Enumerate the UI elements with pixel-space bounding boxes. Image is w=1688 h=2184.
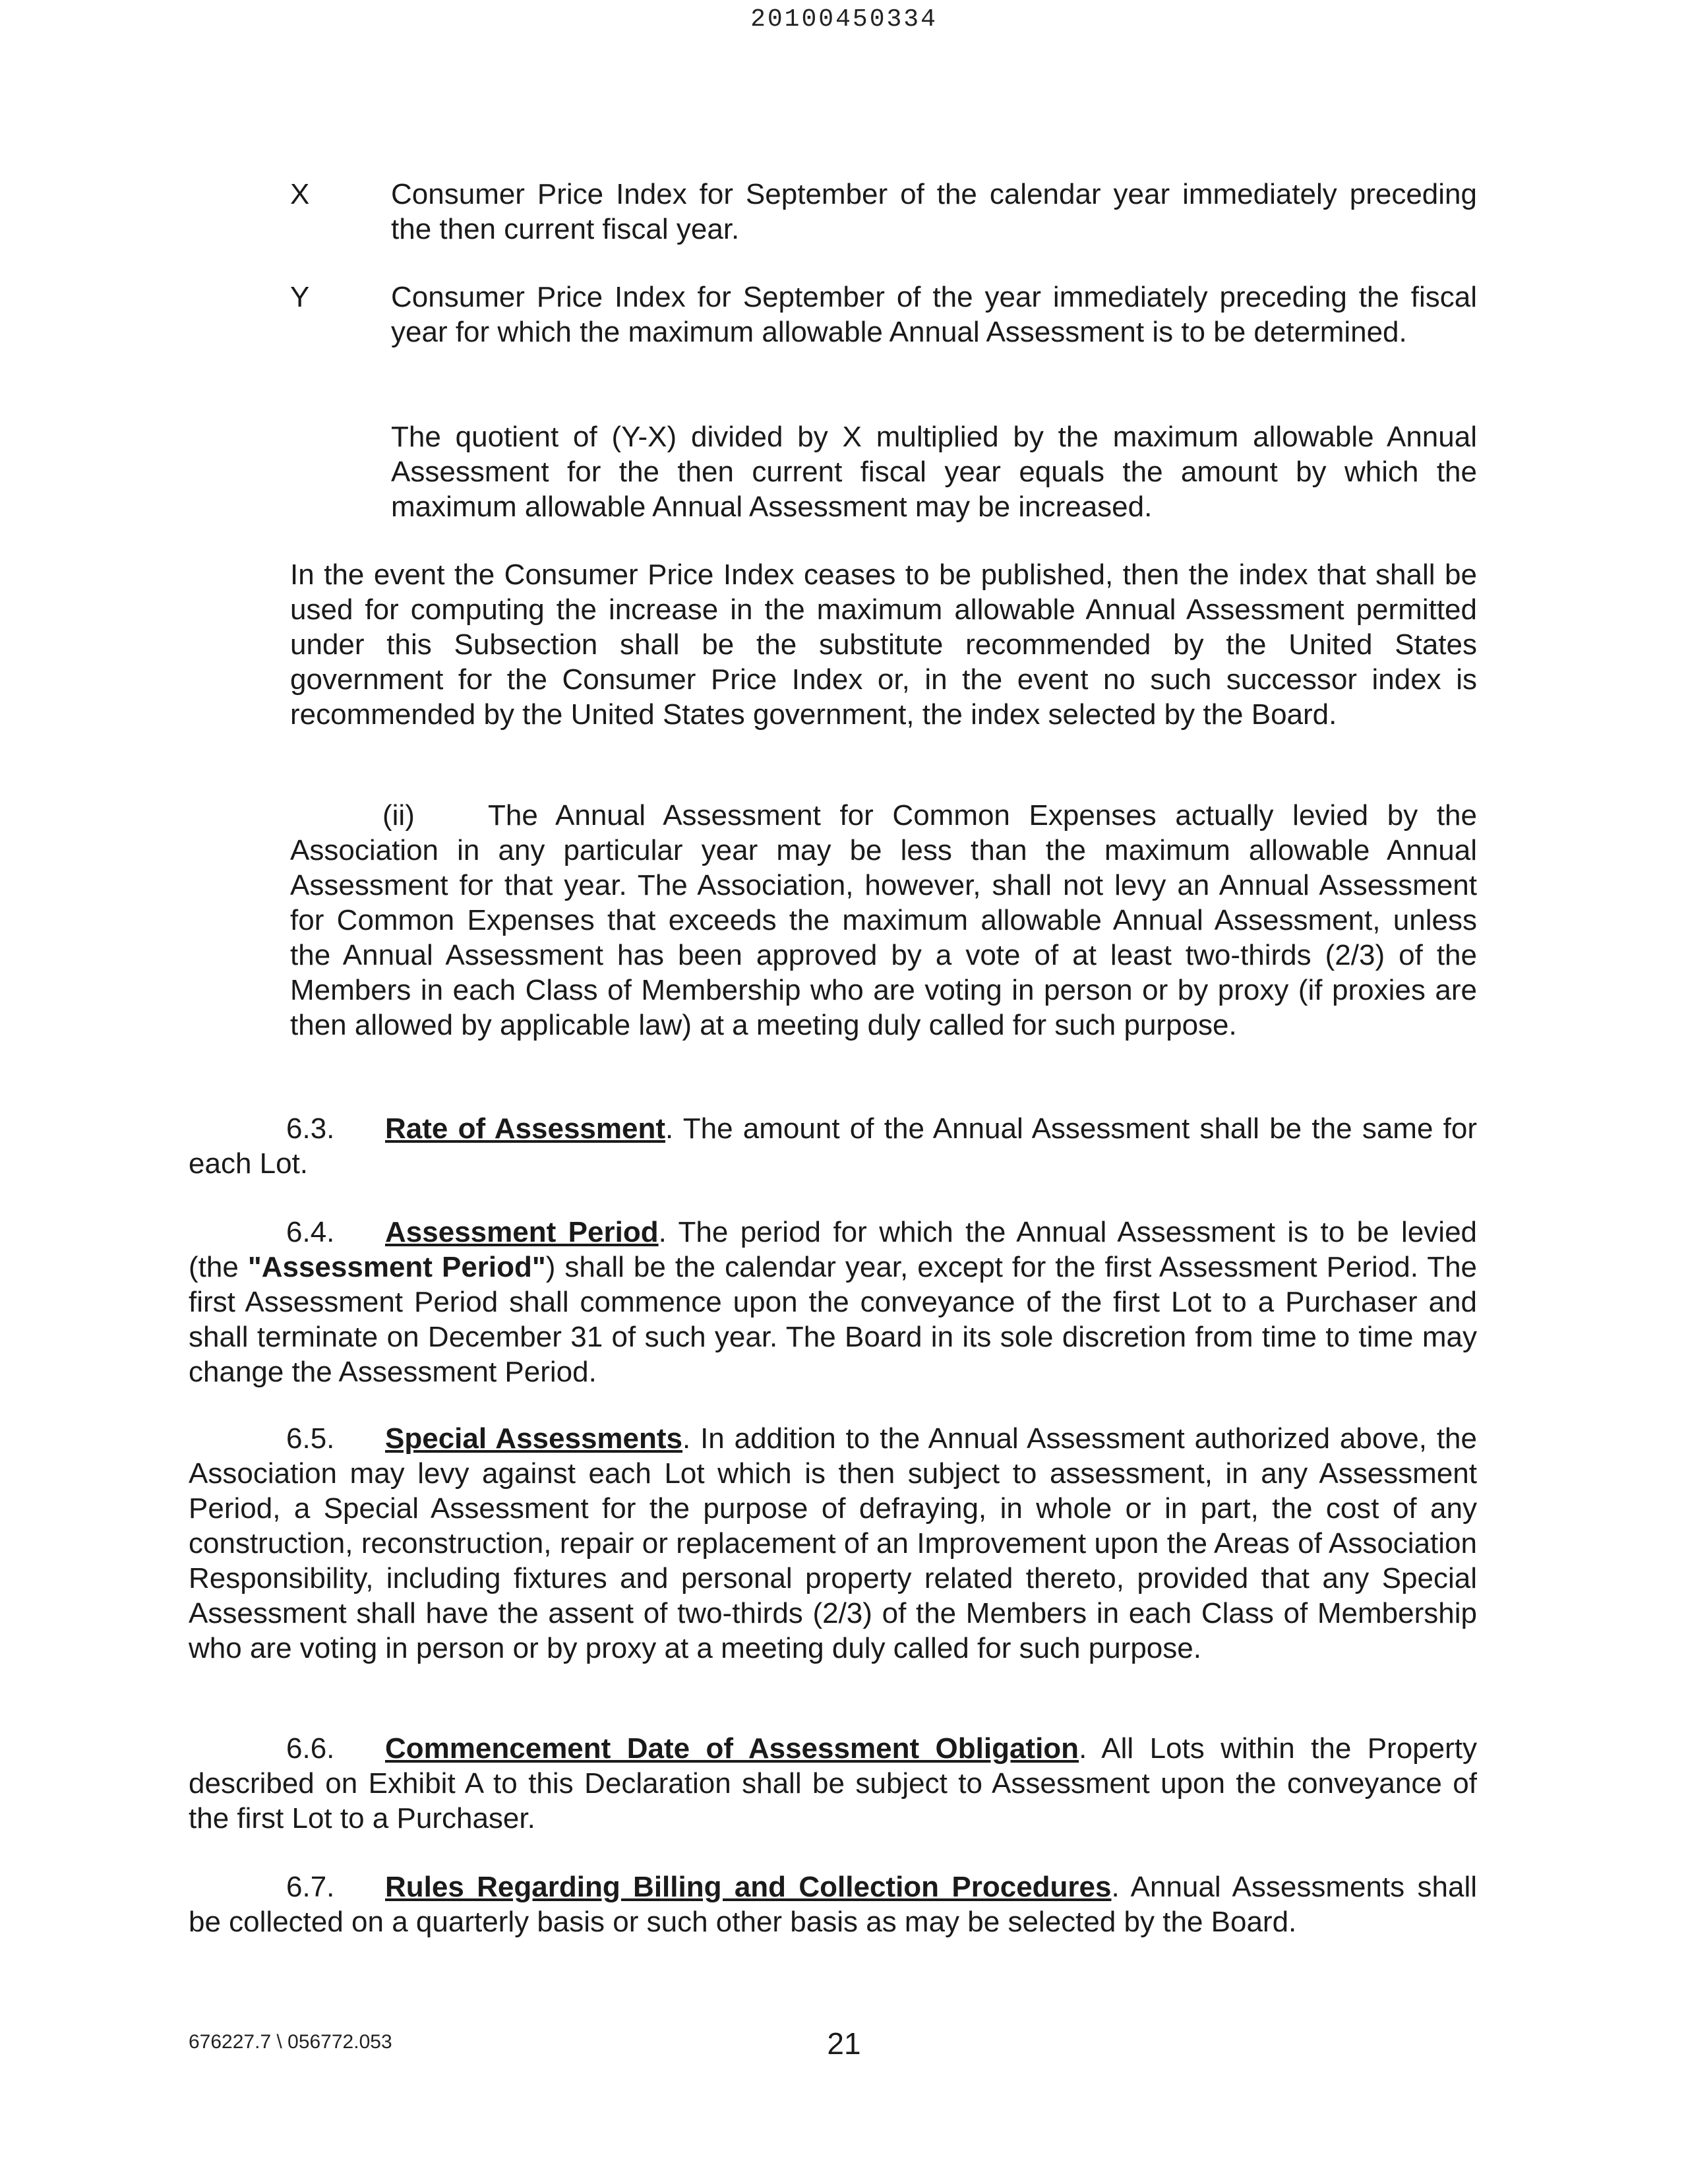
section-6-3: 6.3. Rate of Assessment. The amount of the Annual Assessment shall be the same for each Lot. [189, 1112, 1478, 1180]
section-title: Assessment Period [385, 1216, 659, 1248]
section-text: All Lots within the Property described on Exhibit A to this Declaration shall be subject to Assessment upon the conveyance of the first Lot to a Purchaser. [189, 1732, 1477, 1835]
section-number: 6.4. [286, 1216, 335, 1248]
section-6-5: 6.5. Special Assessments. In addition to the Annual Assessment authorized above, the Association may levy against each Lot which is then subject to assessment, in any Assessment Period, a Special Assessment for the purpose of defraying, in whole or in part, the cost of any construction, reconstruction, repair or replacement of an Improvement upon the Areas of Association Responsibility, including fixtures and personal property related thereto, provided that any Special Assessment shall have the assent of two-thirds (2/3) of the Members in each Class of Membership who are voting in person or by proxy at a meeting duly called for such purpose. [189, 1422, 1477, 1664]
subsection-number: (ii) [382, 799, 415, 832]
section-text: The amount of the Annual Assessment shall be the same for each Lot. [189, 1112, 1478, 1180]
definition-text: Consumer Price Index for September of the calendar year immediately preceding the then current fiscal year. [391, 178, 1477, 245]
section-text: In addition to the Annual Assessment authorized above, the Association may levy against each Lot which is then subject to assessment, in any Assessment Period, a Special Assessment for the purpose of defraying, in whole or in part, the cost of any construction, reconstruction, repair or replacement of an Improvement upon the Areas of Association Responsibility, including fixtures and personal property related thereto, provided that any Special Assessment shall have the assent of two-thirds (2/3) of the Members in each Class of Membership who are voting in person or by proxy at a meeting duly called for such purpose. [189, 1422, 1477, 1664]
section-text-after: ) shall be the calendar year, except for the first Assessment Period. The first Assessment Period shall commence upon the conveyance of the first Lot to a Purchaser and shall terminate on December 31 of such year. The Board in its sole discretion from time to time may change the Assessment Period. [189, 1251, 1478, 1388]
subsection-text: The Annual Assessment for Common Expenses actually levied by the Association in any particular year may be less than the maximum allowable Annual Assessment for that year. The Association, however, shall not levy an Annual Assessment for Common Expenses that exceeds the maximum allowable Annual Assessment, unless the Annual Assessment has been approved by a vote of at least two-thirds (2/3) of the Members in each Class of Membership who are voting in person or by proxy (if proxies are then allowed by applicable law) at a meeting duly called for such purpose. [290, 799, 1477, 1041]
page-number: 21 [827, 2026, 861, 2061]
section-title: Rate of Assessment [385, 1112, 666, 1145]
definition-x [290, 177, 1477, 249]
section-title: Commencement Date of Assessment Obligation [385, 1732, 1079, 1765]
quotient-paragraph: The quotient of (Y-X) divided by X multiplied by the maximum allowable Annual Assessment for the then current fiscal year equals the amount by which the maximum allowable Annual Assessment may be increased. [391, 421, 1477, 523]
defined-term: "Assessment Period" [247, 1251, 546, 1283]
section-6-4: 6.4. Assessment Period. The period for which the Annual Assessment is to be levied (the "Assessment Period") shall be the calendar year, except for the first Assessment Period. The first Assessment Period shall commence upon the conveyance of the first Lot to a Purchaser and shall terminate on December 31 of such year. The Board in its sole discretion from time to time may change the Assessment Period. [189, 1216, 1478, 1388]
footer-document-id: 676227.7 \ 056772.053 [189, 2031, 392, 2053]
definition-letter: Y [290, 281, 310, 313]
section-text-before: The period for which the Annual Assessment is to be levied (the [189, 1216, 1478, 1283]
section-number: 6.7. [286, 1871, 335, 1903]
cpi-substitute-paragraph: In the event the Consumer Price Index ceases to be published, then the index that shall be used for computing the increase in the maximum allowable Annual Assessment permitted under this Subsection shall be the substitute recommended by the United States government for the Consumer Price Index or, in the event no such successor index is recommended by the United States government, the index selected by the Board. [290, 559, 1477, 731]
subsection-ii-paragraph [290, 798, 1477, 1043]
definition-y [290, 280, 1477, 388]
section-title: Rules Regarding Billing and Collection Procedures [385, 1871, 1112, 1903]
section-6-6: 6.6. Commencement Date of Assessment Obligation. All Lots within the Property described on Exhibit A to this Declaration shall be subject to Assessment upon the conveyance of the first Lot to a Purchaser. [189, 1732, 1477, 1835]
section-6-7: 6.7. Rules Regarding Billing and Collection Procedures. Annual Assessments shall be collected on a quarterly basis or such other basis as may be selected by the Board. [189, 1871, 1477, 1938]
section-number: 6.6. [286, 1732, 335, 1765]
section-number: 6.3. [286, 1112, 335, 1145]
definition-letter: X [290, 178, 310, 210]
definition-text: Consumer Price Index for September of the year immediately preceding the fiscal year for which the maximum allowable Annual Assessment is to be determined. [391, 281, 1477, 348]
section-text: Annual Assessments shall be collected on a quarterly basis or such other basis as may be selected by the Board. [189, 1871, 1477, 1938]
section-title: Special Assessments [385, 1422, 683, 1455]
section-number: 6.5. [286, 1422, 335, 1455]
document-header-number: 20100450334 [750, 5, 938, 34]
